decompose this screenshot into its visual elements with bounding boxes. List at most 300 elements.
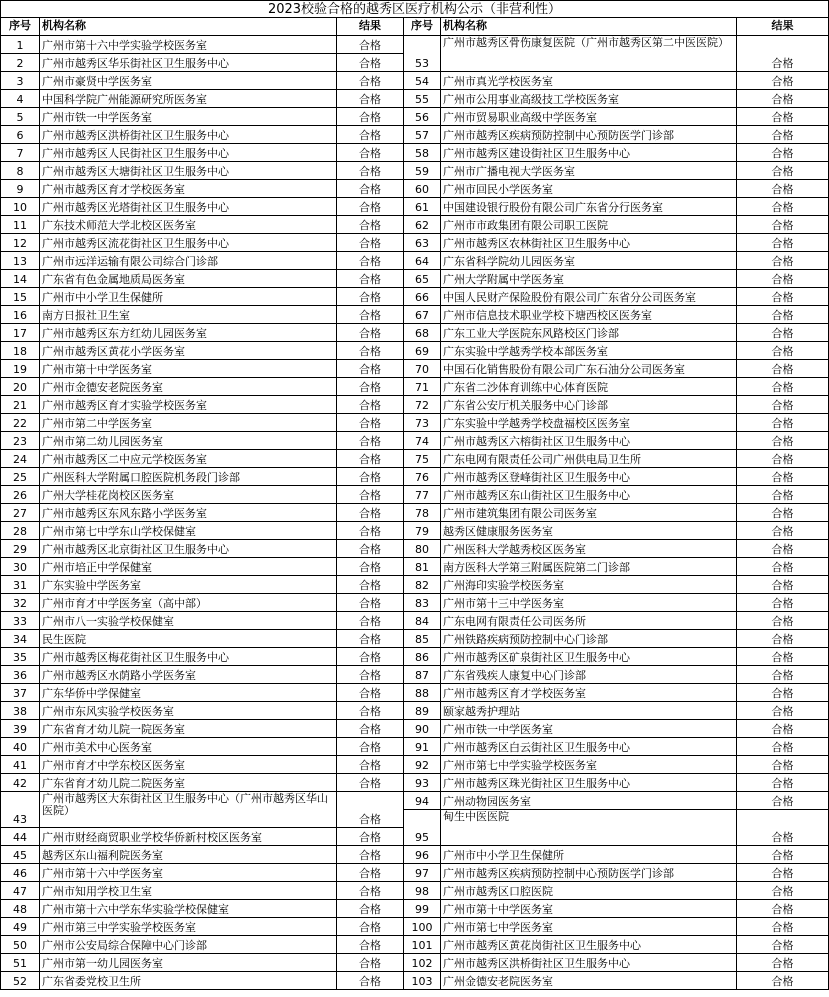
row-seq[interactable]: 88	[404, 684, 441, 702]
row-name[interactable]: 广州市育才中学医务室（高中部）	[40, 594, 337, 612]
row-name[interactable]: 广州市财经商贸职业学校华侨新村校区医务室	[40, 828, 337, 846]
row-seq[interactable]: 80	[404, 540, 441, 558]
row-seq[interactable]: 94	[404, 792, 441, 810]
row-seq[interactable]: 22	[0, 414, 40, 432]
row-seq[interactable]: 43	[0, 792, 40, 828]
row-result[interactable]: 合格	[337, 936, 404, 954]
row-seq[interactable]: 49	[0, 918, 40, 936]
row-name[interactable]: 广州市越秀区建设街社区卫生服务中心	[441, 144, 737, 162]
row-seq[interactable]: 9	[0, 180, 40, 198]
row-name[interactable]: 广州市第十六中学实验学校医务室	[40, 36, 337, 54]
row-result[interactable]: 合格	[737, 324, 829, 342]
row-seq[interactable]: 83	[404, 594, 441, 612]
row-result[interactable]: 合格	[737, 414, 829, 432]
row-seq[interactable]: 36	[0, 666, 40, 684]
row-result[interactable]: 合格	[337, 666, 404, 684]
row-name[interactable]: 广州市越秀区水荫路小学医务室	[40, 666, 337, 684]
row-result[interactable]: 合格	[337, 360, 404, 378]
row-result[interactable]: 合格	[737, 720, 829, 738]
row-seq[interactable]: 37	[0, 684, 40, 702]
row-seq[interactable]: 29	[0, 540, 40, 558]
row-name[interactable]: 广州市越秀区二中应元学校医务室	[40, 450, 337, 468]
row-name[interactable]: 广州市越秀区黄花小学医务室	[40, 342, 337, 360]
row-result[interactable]: 合格	[737, 504, 829, 522]
row-seq[interactable]: 27	[0, 504, 40, 522]
row-result[interactable]: 合格	[337, 792, 404, 828]
row-name[interactable]: 广州市第十三中学医务室	[441, 594, 737, 612]
row-name[interactable]: 广州大学桂花岗校区医务室	[40, 486, 337, 504]
row-name[interactable]: 广州铁路疾病预防控制中心门诊部	[441, 630, 737, 648]
row-result[interactable]: 合格	[737, 972, 829, 990]
row-result[interactable]: 合格	[337, 234, 404, 252]
row-result[interactable]: 合格	[337, 504, 404, 522]
row-name[interactable]: 广州市第七中学实验学校医务室	[441, 756, 737, 774]
row-result[interactable]: 合格	[737, 810, 829, 846]
row-seq[interactable]: 78	[404, 504, 441, 522]
row-result[interactable]: 合格	[337, 450, 404, 468]
row-name[interactable]: 广州市回民小学医务室	[441, 180, 737, 198]
row-seq[interactable]: 14	[0, 270, 40, 288]
row-result[interactable]: 合格	[737, 378, 829, 396]
row-result[interactable]: 合格	[337, 540, 404, 558]
row-name[interactable]: 广州市第十六中学医务室	[40, 864, 337, 882]
row-name[interactable]: 广州医科大学附属口腔医院机务段门诊部	[40, 468, 337, 486]
row-result[interactable]: 合格	[737, 612, 829, 630]
row-name[interactable]: 广州市越秀区骨伤康复医院（广州市越秀区第二中医医院）	[441, 36, 737, 72]
row-result[interactable]: 合格	[337, 828, 404, 846]
row-result[interactable]: 合格	[337, 756, 404, 774]
row-seq[interactable]: 60	[404, 180, 441, 198]
row-name[interactable]: 广州市第一幼儿园医务室	[40, 954, 337, 972]
row-seq[interactable]: 59	[404, 162, 441, 180]
row-name[interactable]: 广州市越秀区华乐街社区卫生服务中心	[40, 54, 337, 72]
row-result[interactable]: 合格	[737, 216, 829, 234]
row-name[interactable]: 广州市第十中学医务室	[40, 360, 337, 378]
row-name[interactable]: 广州大学附属中学医务室	[441, 270, 737, 288]
row-seq[interactable]: 93	[404, 774, 441, 792]
row-result[interactable]: 合格	[737, 648, 829, 666]
row-result[interactable]: 合格	[337, 162, 404, 180]
row-name[interactable]: 广州市越秀区洪桥街社区卫生服务中心	[40, 126, 337, 144]
row-seq[interactable]: 95	[404, 810, 441, 846]
row-result[interactable]: 合格	[737, 792, 829, 810]
row-name[interactable]: 广州市中小学卫生保健所	[40, 288, 337, 306]
row-result[interactable]: 合格	[337, 306, 404, 324]
row-seq[interactable]: 77	[404, 486, 441, 504]
row-result[interactable]: 合格	[737, 396, 829, 414]
row-result[interactable]: 合格	[737, 234, 829, 252]
row-name[interactable]: 广州市第十中学医务室	[441, 900, 737, 918]
row-seq[interactable]: 81	[404, 558, 441, 576]
row-result[interactable]: 合格	[737, 846, 829, 864]
row-result[interactable]: 合格	[737, 756, 829, 774]
row-name[interactable]: 广州市越秀区育才学校医务室	[441, 684, 737, 702]
row-seq[interactable]: 19	[0, 360, 40, 378]
row-name[interactable]: 广东省有色金属地质局医务室	[40, 270, 337, 288]
row-result[interactable]: 合格	[337, 288, 404, 306]
row-result[interactable]: 合格	[737, 900, 829, 918]
row-name[interactable]: 广州市越秀区六榕街社区卫生服务中心	[441, 432, 737, 450]
row-name[interactable]: 广东技术师范大学北校区医务室	[40, 216, 337, 234]
row-name[interactable]: 广东省残疾人康复中心门诊部	[441, 666, 737, 684]
row-seq[interactable]: 70	[404, 360, 441, 378]
row-name[interactable]: 广东实验中学越秀学校盘福校区医务室	[441, 414, 737, 432]
row-name[interactable]: 颐家越秀护理站	[441, 702, 737, 720]
row-name[interactable]: 广州市中小学卫生保健所	[441, 846, 737, 864]
row-seq[interactable]: 48	[0, 900, 40, 918]
row-seq[interactable]: 62	[404, 216, 441, 234]
row-result[interactable]: 合格	[337, 378, 404, 396]
row-seq[interactable]: 32	[0, 594, 40, 612]
row-result[interactable]: 合格	[737, 738, 829, 756]
row-seq[interactable]: 54	[404, 72, 441, 90]
row-name[interactable]: 越秀区健康服务医务室	[441, 522, 737, 540]
row-seq[interactable]: 68	[404, 324, 441, 342]
row-name[interactable]: 广州市第十六中学东华实验学校保健室	[40, 900, 337, 918]
row-name[interactable]: 广州市知用学校卫生室	[40, 882, 337, 900]
row-result[interactable]: 合格	[737, 342, 829, 360]
row-seq[interactable]: 79	[404, 522, 441, 540]
row-seq[interactable]: 75	[404, 450, 441, 468]
row-result[interactable]: 合格	[737, 684, 829, 702]
row-seq[interactable]: 76	[404, 468, 441, 486]
row-result[interactable]: 合格	[337, 954, 404, 972]
row-name[interactable]: 广州市第二幼儿园医务室	[40, 432, 337, 450]
row-result[interactable]: 合格	[737, 90, 829, 108]
row-result[interactable]: 合格	[337, 468, 404, 486]
row-result[interactable]: 合格	[337, 918, 404, 936]
row-name[interactable]: 广州市越秀区育才学校医务室	[40, 180, 337, 198]
row-seq[interactable]: 16	[0, 306, 40, 324]
row-name[interactable]: 广州市越秀区大东街社区卫生服务中心（广州市越秀区华山医院）	[40, 792, 337, 828]
row-result[interactable]: 合格	[337, 36, 404, 54]
row-result[interactable]: 合格	[337, 198, 404, 216]
row-name[interactable]: 广州市育才中学东校区医务室	[40, 756, 337, 774]
row-name[interactable]: 广州市培正中学保健室	[40, 558, 337, 576]
row-name[interactable]: 广州市越秀区口腔医院	[441, 882, 737, 900]
row-result[interactable]: 合格	[737, 252, 829, 270]
row-name[interactable]: 广州市公用事业高级技工学校医务室	[441, 90, 737, 108]
row-name[interactable]: 广州市八一实验学校保健室	[40, 612, 337, 630]
row-name[interactable]: 广东省育才幼儿院二院医务室	[40, 774, 337, 792]
row-seq[interactable]: 69	[404, 342, 441, 360]
row-result[interactable]: 合格	[337, 324, 404, 342]
row-seq[interactable]: 72	[404, 396, 441, 414]
row-seq[interactable]: 101	[404, 936, 441, 954]
row-seq[interactable]: 97	[404, 864, 441, 882]
row-result[interactable]: 合格	[737, 576, 829, 594]
row-seq[interactable]: 18	[0, 342, 40, 360]
row-result[interactable]: 合格	[737, 450, 829, 468]
row-seq[interactable]: 5	[0, 108, 40, 126]
row-seq[interactable]: 13	[0, 252, 40, 270]
row-name[interactable]: 广州市越秀区登峰街社区卫生服务中心	[441, 468, 737, 486]
row-seq[interactable]: 38	[0, 702, 40, 720]
row-seq[interactable]: 92	[404, 756, 441, 774]
row-seq[interactable]: 85	[404, 630, 441, 648]
row-result[interactable]: 合格	[737, 522, 829, 540]
row-name[interactable]: 广州市建筑集团有限公司医务室	[441, 504, 737, 522]
row-result[interactable]: 合格	[337, 54, 404, 72]
row-result[interactable]: 合格	[737, 666, 829, 684]
row-result[interactable]: 合格	[337, 396, 404, 414]
row-seq[interactable]: 46	[0, 864, 40, 882]
row-result[interactable]: 合格	[337, 612, 404, 630]
row-name[interactable]: 广州市越秀区黄花岗街社区卫生服务中心	[441, 936, 737, 954]
row-seq[interactable]: 8	[0, 162, 40, 180]
row-result[interactable]: 合格	[337, 144, 404, 162]
row-seq[interactable]: 58	[404, 144, 441, 162]
row-seq[interactable]: 102	[404, 954, 441, 972]
row-seq[interactable]: 11	[0, 216, 40, 234]
row-seq[interactable]: 15	[0, 288, 40, 306]
row-name[interactable]: 广州市第二中学医务室	[40, 414, 337, 432]
row-name[interactable]: 广州金德安老院医务室	[441, 972, 737, 990]
row-seq[interactable]: 1	[0, 36, 40, 54]
row-seq[interactable]: 100	[404, 918, 441, 936]
row-result[interactable]: 合格	[337, 432, 404, 450]
row-seq[interactable]: 30	[0, 558, 40, 576]
row-seq[interactable]: 67	[404, 306, 441, 324]
row-result[interactable]: 合格	[337, 126, 404, 144]
row-result[interactable]: 合格	[737, 918, 829, 936]
row-seq[interactable]: 31	[0, 576, 40, 594]
row-seq[interactable]: 74	[404, 432, 441, 450]
row-seq[interactable]: 12	[0, 234, 40, 252]
row-name[interactable]: 广州市第七中学东山学校保健室	[40, 522, 337, 540]
row-name[interactable]: 广州市越秀区流花街社区卫生服务中心	[40, 234, 337, 252]
row-seq[interactable]: 23	[0, 432, 40, 450]
row-name[interactable]: 广州市越秀区洪桥街社区卫生服务中心	[441, 954, 737, 972]
row-result[interactable]: 合格	[737, 36, 829, 72]
row-name[interactable]: 广州市越秀区矿泉街社区卫生服务中心	[441, 648, 737, 666]
row-name[interactable]: 越秀区东山福利院医务室	[40, 846, 337, 864]
row-result[interactable]: 合格	[337, 486, 404, 504]
row-name[interactable]: 广州市第七中学医务室	[441, 918, 737, 936]
row-result[interactable]: 合格	[337, 342, 404, 360]
row-seq[interactable]: 6	[0, 126, 40, 144]
row-name[interactable]: 广州市真光学校医务室	[441, 72, 737, 90]
row-result[interactable]: 合格	[337, 774, 404, 792]
row-seq[interactable]: 28	[0, 522, 40, 540]
row-result[interactable]: 合格	[337, 882, 404, 900]
row-result[interactable]: 合格	[337, 648, 404, 666]
row-seq[interactable]: 53	[404, 36, 441, 72]
row-result[interactable]: 合格	[337, 252, 404, 270]
row-name[interactable]: 民生医院	[40, 630, 337, 648]
row-result[interactable]: 合格	[337, 90, 404, 108]
row-name[interactable]: 广州市豪贤中学医务室	[40, 72, 337, 90]
row-name[interactable]: 广州市越秀区育才实验学校医务室	[40, 396, 337, 414]
row-name[interactable]: 广州市越秀区珠光街社区卫生服务中心	[441, 774, 737, 792]
row-name[interactable]: 广州市越秀区农林街社区卫生服务中心	[441, 234, 737, 252]
row-seq[interactable]: 51	[0, 954, 40, 972]
row-result[interactable]: 合格	[337, 900, 404, 918]
row-result[interactable]: 合格	[337, 576, 404, 594]
row-seq[interactable]: 52	[0, 972, 40, 990]
row-seq[interactable]: 34	[0, 630, 40, 648]
row-name[interactable]: 广州市越秀区人民街社区卫生服务中心	[40, 144, 337, 162]
row-result[interactable]: 合格	[737, 144, 829, 162]
row-seq[interactable]: 90	[404, 720, 441, 738]
row-seq[interactable]: 57	[404, 126, 441, 144]
row-name[interactable]: 广州市越秀区疾病预防控制中心预防医学门诊部	[441, 864, 737, 882]
row-name[interactable]: 中国科学院广州能源研究所医务室	[40, 90, 337, 108]
row-seq[interactable]: 26	[0, 486, 40, 504]
row-name[interactable]: 广东华侨中学保健室	[40, 684, 337, 702]
row-name[interactable]: 广州市远洋运输有限公司综合门诊部	[40, 252, 337, 270]
row-result[interactable]: 合格	[737, 936, 829, 954]
row-result[interactable]: 合格	[737, 162, 829, 180]
row-seq[interactable]: 24	[0, 450, 40, 468]
row-result[interactable]: 合格	[337, 738, 404, 756]
row-seq[interactable]: 82	[404, 576, 441, 594]
row-name[interactable]: 广州医科大学越秀校区医务室	[441, 540, 737, 558]
row-seq[interactable]: 103	[404, 972, 441, 990]
row-seq[interactable]: 56	[404, 108, 441, 126]
row-result[interactable]: 合格	[737, 774, 829, 792]
row-result[interactable]: 合格	[337, 630, 404, 648]
row-result[interactable]: 合格	[737, 864, 829, 882]
row-result[interactable]: 合格	[737, 306, 829, 324]
row-seq[interactable]: 91	[404, 738, 441, 756]
row-name[interactable]: 广州市金德安老院医务室	[40, 378, 337, 396]
row-name[interactable]: 广州市越秀区北京街社区卫生服务中心	[40, 540, 337, 558]
row-name[interactable]: 广东电网有限责任公司医务所	[441, 612, 737, 630]
row-result[interactable]: 合格	[337, 522, 404, 540]
row-result[interactable]: 合格	[337, 558, 404, 576]
row-result[interactable]: 合格	[737, 126, 829, 144]
row-seq[interactable]: 4	[0, 90, 40, 108]
row-result[interactable]: 合格	[337, 414, 404, 432]
row-name[interactable]: 广州市信息技术职业学校下塘西校区医务室	[441, 306, 737, 324]
row-seq[interactable]: 41	[0, 756, 40, 774]
row-seq[interactable]: 7	[0, 144, 40, 162]
row-seq[interactable]: 10	[0, 198, 40, 216]
row-seq[interactable]: 44	[0, 828, 40, 846]
row-name[interactable]: 广州市越秀区大塘街社区卫生服务中心	[40, 162, 337, 180]
row-name[interactable]: 广东省二沙体育训练中心体育医院	[441, 378, 737, 396]
row-result[interactable]: 合格	[737, 702, 829, 720]
row-seq[interactable]: 20	[0, 378, 40, 396]
row-seq[interactable]: 47	[0, 882, 40, 900]
row-seq[interactable]: 61	[404, 198, 441, 216]
row-seq[interactable]: 45	[0, 846, 40, 864]
row-name[interactable]: 广东省委党校卫生所	[40, 972, 337, 990]
row-result[interactable]: 合格	[337, 180, 404, 198]
row-seq[interactable]: 50	[0, 936, 40, 954]
row-seq[interactable]: 73	[404, 414, 441, 432]
row-seq[interactable]: 87	[404, 666, 441, 684]
row-seq[interactable]: 66	[404, 288, 441, 306]
row-seq[interactable]: 39	[0, 720, 40, 738]
row-result[interactable]: 合格	[737, 180, 829, 198]
row-name[interactable]: 广州市越秀区东方红幼儿园医务室	[40, 324, 337, 342]
row-name[interactable]: 广州市越秀区光塔街社区卫生服务中心	[40, 198, 337, 216]
row-name[interactable]: 广州市越秀区白云街社区卫生服务中心	[441, 738, 737, 756]
row-name[interactable]: 广州市市政集团有限公司职工医院	[441, 216, 737, 234]
row-name[interactable]: 广州市第三中学实验学校医务室	[40, 918, 337, 936]
row-name[interactable]: 广州市越秀区梅花街社区卫生服务中心	[40, 648, 337, 666]
row-name[interactable]: 广东省科学院幼儿园医务室	[441, 252, 737, 270]
row-seq[interactable]: 40	[0, 738, 40, 756]
row-result[interactable]: 合格	[337, 594, 404, 612]
row-name[interactable]: 南方医科大学第三附属医院第二门诊部	[441, 558, 737, 576]
row-result[interactable]: 合格	[337, 846, 404, 864]
row-seq[interactable]: 71	[404, 378, 441, 396]
row-name[interactable]: 广东工业大学医院东风路校区门诊部	[441, 324, 737, 342]
row-seq[interactable]: 98	[404, 882, 441, 900]
row-seq[interactable]: 84	[404, 612, 441, 630]
row-result[interactable]: 合格	[737, 432, 829, 450]
row-name[interactable]: 甸生中医医院	[441, 810, 737, 846]
row-seq[interactable]: 89	[404, 702, 441, 720]
row-name[interactable]: 广州市铁一中学医务室	[40, 108, 337, 126]
row-result[interactable]: 合格	[337, 108, 404, 126]
row-result[interactable]: 合格	[737, 468, 829, 486]
row-name[interactable]: 中国石化销售股份有限公司广东石油分公司医务室	[441, 360, 737, 378]
row-result[interactable]: 合格	[337, 720, 404, 738]
row-seq[interactable]: 42	[0, 774, 40, 792]
row-result[interactable]: 合格	[737, 108, 829, 126]
row-result[interactable]: 合格	[737, 198, 829, 216]
row-name[interactable]: 广州海印实验学校医务室	[441, 576, 737, 594]
row-name[interactable]: 广东电网有限责任公司广州供电局卫生所	[441, 450, 737, 468]
row-result[interactable]: 合格	[337, 72, 404, 90]
row-result[interactable]: 合格	[737, 72, 829, 90]
row-name[interactable]: 广东实验中学越秀学校本部医务室	[441, 342, 737, 360]
row-seq[interactable]: 65	[404, 270, 441, 288]
row-seq[interactable]: 25	[0, 468, 40, 486]
row-name[interactable]: 广州市越秀区东山街社区卫生服务中心	[441, 486, 737, 504]
row-seq[interactable]: 17	[0, 324, 40, 342]
row-name[interactable]: 广州动物园医务室	[441, 792, 737, 810]
row-seq[interactable]: 33	[0, 612, 40, 630]
row-result[interactable]: 合格	[737, 540, 829, 558]
row-name[interactable]: 广州市美术中心医务室	[40, 738, 337, 756]
row-name[interactable]: 广州市越秀区疾病预防控制中心预防医学门诊部	[441, 126, 737, 144]
row-seq[interactable]: 3	[0, 72, 40, 90]
row-result[interactable]: 合格	[337, 702, 404, 720]
row-result[interactable]: 合格	[337, 972, 404, 990]
row-name[interactable]: 广东实验中学医务室	[40, 576, 337, 594]
row-result[interactable]: 合格	[737, 270, 829, 288]
row-seq[interactable]: 63	[404, 234, 441, 252]
row-result[interactable]: 合格	[337, 864, 404, 882]
row-result[interactable]: 合格	[737, 594, 829, 612]
row-seq[interactable]: 2	[0, 54, 40, 72]
row-name[interactable]: 中国建设银行股份有限公司广东省分行医务室	[441, 198, 737, 216]
row-seq[interactable]: 21	[0, 396, 40, 414]
row-seq[interactable]: 64	[404, 252, 441, 270]
row-seq[interactable]: 35	[0, 648, 40, 666]
row-seq[interactable]: 55	[404, 90, 441, 108]
row-name[interactable]: 广东省公安厅机关服务中心门诊部	[441, 396, 737, 414]
row-result[interactable]: 合格	[337, 684, 404, 702]
row-result[interactable]: 合格	[737, 288, 829, 306]
row-seq[interactable]: 96	[404, 846, 441, 864]
row-name[interactable]: 广州市公安局综合保障中心门诊部	[40, 936, 337, 954]
row-name[interactable]: 南方日报社卫生室	[40, 306, 337, 324]
row-name[interactable]: 广州市东风实验学校医务室	[40, 702, 337, 720]
row-name[interactable]: 广州市越秀区东风东路小学医务室	[40, 504, 337, 522]
row-seq[interactable]: 86	[404, 648, 441, 666]
row-result[interactable]: 合格	[737, 954, 829, 972]
row-result[interactable]: 合格	[737, 558, 829, 576]
row-name[interactable]: 广州市贸易职业高级中学医务室	[441, 108, 737, 126]
row-seq[interactable]: 99	[404, 900, 441, 918]
row-name[interactable]: 广州市铁一中学医务室	[441, 720, 737, 738]
